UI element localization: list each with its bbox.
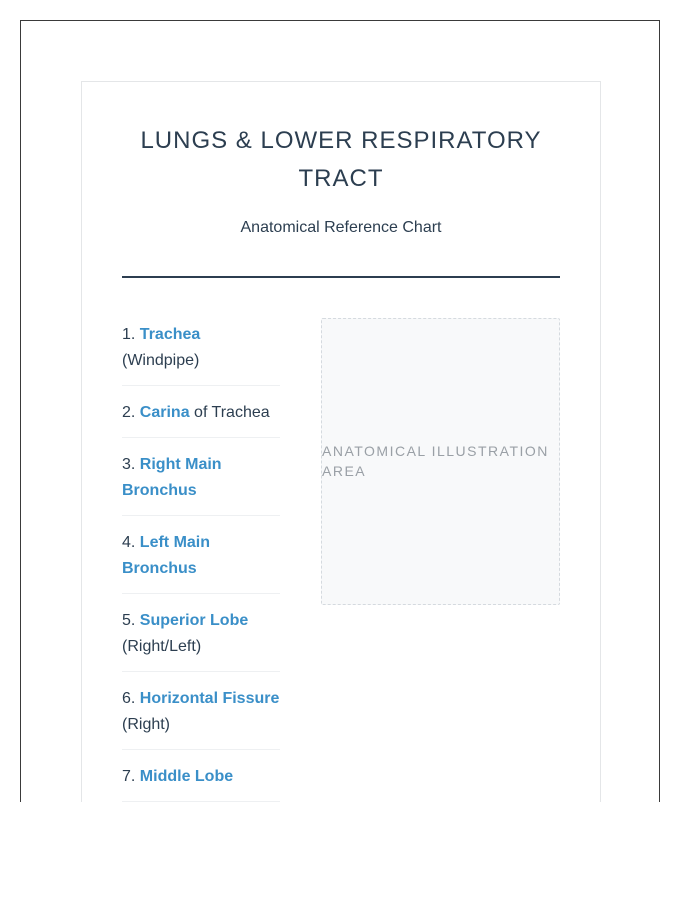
legend-item-left-main-bronchus bbox=[122, 516, 280, 594]
legend-term: Right Main Bronchus bbox=[122, 456, 222, 499]
legend-term: Middle Lobe bbox=[139, 768, 234, 785]
legend-number: 2. bbox=[122, 404, 136, 421]
illustration-placeholder bbox=[321, 318, 560, 605]
page-subtitle: Anatomical Reference Chart bbox=[240, 219, 442, 236]
legend-item-trachea bbox=[122, 308, 280, 386]
illustration-placeholder-label: ANATOMICAL ILLUSTRATION AREA bbox=[322, 443, 549, 479]
legend-number: 6. bbox=[122, 690, 136, 707]
legend-detail: (Windpipe) bbox=[122, 352, 200, 369]
legend-term: Trachea bbox=[139, 326, 201, 343]
legend-item-carina bbox=[122, 386, 280, 438]
reference-card bbox=[81, 81, 601, 802]
legend-item-superior-lobe bbox=[122, 594, 280, 672]
legend-number: 4. bbox=[122, 534, 136, 551]
legend-detail: of Trachea bbox=[194, 404, 270, 421]
legend-item-middle-lobe bbox=[122, 750, 280, 802]
legend-item-horizontal-fissure bbox=[122, 672, 280, 750]
legend-number: 5. bbox=[122, 612, 136, 629]
legend-number: 1. bbox=[122, 326, 136, 343]
legend-term: Superior Lobe bbox=[139, 612, 249, 629]
legend-term: Carina bbox=[139, 404, 190, 421]
legend-number: 3. bbox=[122, 456, 136, 473]
legend-item-right-main-bronchus bbox=[122, 438, 280, 516]
structure-legend bbox=[122, 308, 280, 802]
legend-term: Left Main Bronchus bbox=[122, 534, 211, 577]
page-title: LUNGS & LOWER RESPIRATORY TRACT bbox=[140, 127, 542, 192]
legend-detail: (Right) bbox=[122, 716, 171, 733]
legend-detail: (Right/Left) bbox=[122, 638, 202, 655]
title-divider bbox=[122, 276, 560, 278]
legend-number: 7. bbox=[122, 768, 136, 785]
legend-term: Horizontal Fissure bbox=[139, 690, 280, 707]
page-frame bbox=[20, 20, 660, 802]
